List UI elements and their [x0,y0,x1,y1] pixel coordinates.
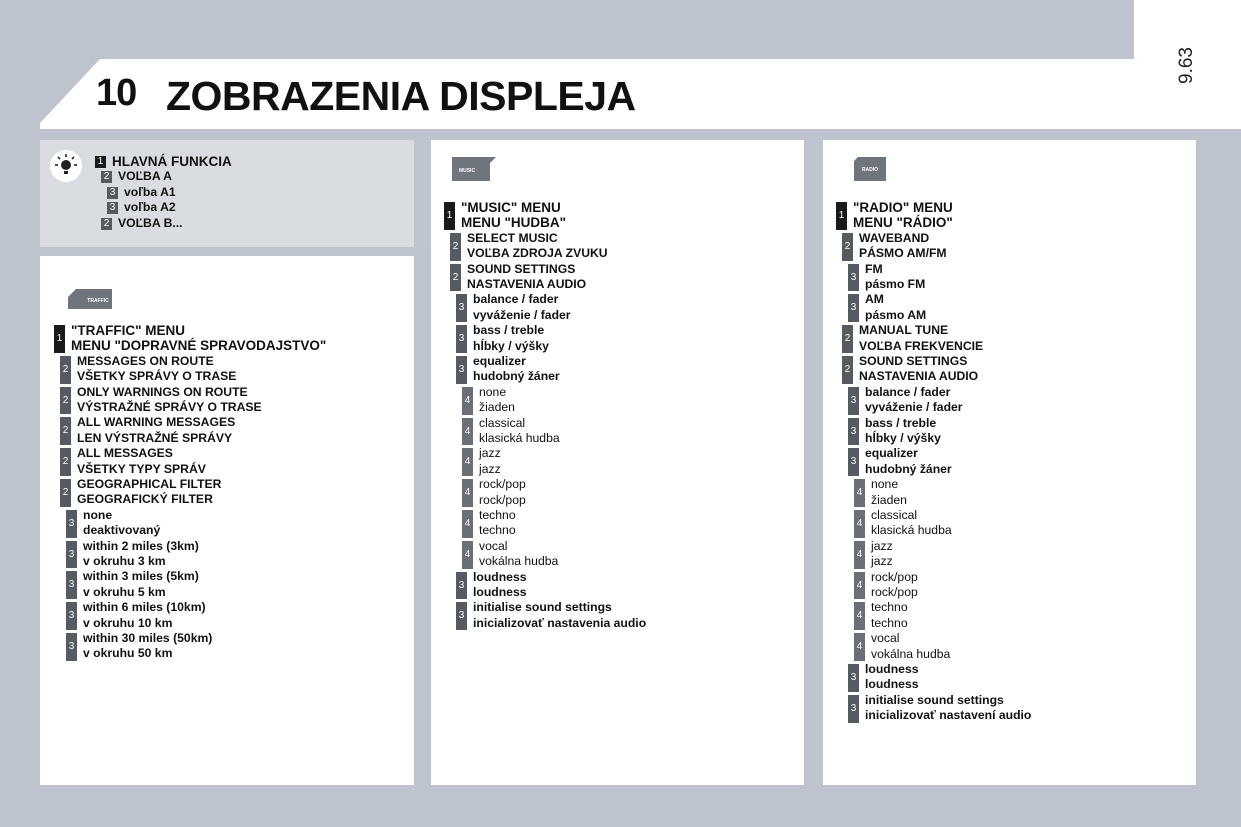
menu-item-translation: v okruhu 3 km [83,554,166,568]
menu-item-label: balance / fader [473,292,559,307]
level-badge: 2 [60,417,71,445]
menu-item-translation: klasická hudba [479,431,560,445]
menu-item-level-4 [854,508,952,539]
menu-item-label: initialise sound settings [473,600,612,615]
menu-item-text [83,569,199,600]
menu-item-level-4 [854,477,907,508]
level-badge: 3 [107,187,118,199]
menu-item-text [473,323,549,354]
menu-item-label: vocal [479,538,508,553]
level-badge: 3 [107,202,118,214]
level-badge: 3 [848,418,859,446]
menu-item-label: none [479,384,507,399]
svg-text:TRAFFIC: TRAFFIC [87,298,109,304]
level-badge: 2 [60,356,71,384]
menu-item-label: voľba A2 [124,200,176,215]
menu-item-text [473,292,571,323]
menu-item-text [83,600,206,631]
menu-item-text [871,539,893,570]
menu-item-text [865,662,919,693]
menu-item-text [467,262,586,293]
menu-item-label: MESSAGES ON ROUTE [77,353,214,368]
menu-item-translation: klasická hudba [871,523,952,538]
menu-item-label: initialise sound settings [865,692,1004,707]
menu-item-translation: žiaden [871,492,907,507]
menu-item-text [83,631,212,662]
level-badge: 2 [450,233,461,261]
menu-item-text [118,169,172,184]
menu-item-label: VOĽBA A [118,169,172,184]
menu-item-label: loudness [473,569,527,584]
menu-item-text [871,477,907,508]
menu-item-level-3 [848,446,952,477]
menu-item-translation: VÝSTRAŽNÉ SPRÁVY O TRASE [77,400,262,414]
menu-item-translation: VOĽBA ZDROJA ZVUKU [467,246,608,261]
menu-item-label: voľba A1 [124,184,176,199]
menu-item-translation: deaktivovaný [83,523,161,538]
menu-item-level-3 [66,508,160,539]
level-badge: 1 [95,156,106,168]
page-number: 9.63 [1176,47,1197,84]
level-badge: 3 [66,571,77,599]
menu-item-label: "TRAFFIC" MENU [71,323,186,338]
menu-item-translation: hudobný žáner [865,461,952,476]
menu-item-translation: hĺbky / výšky [473,338,549,353]
traffic-icon [68,289,112,309]
menu-item-text [865,262,925,293]
level-badge: 3 [848,294,859,322]
menu-item-text [118,216,183,231]
level-badge: 3 [66,602,77,630]
menu-item-level-4 [854,600,908,631]
menu-item-level-3 [848,693,1031,724]
level-badge: 2 [842,233,853,261]
menu-item-level-3 [107,185,176,200]
menu-item-translation: vyváženie / fader [865,400,963,415]
menu-item-label: AM [865,292,884,307]
menu-item-level-4 [462,539,558,570]
menu-item-label: within 2 miles (3km) [83,538,199,553]
menu-item-text [859,354,978,385]
menu-item-level-4 [462,416,560,447]
menu-item-text [865,385,963,416]
level-badge: 4 [854,572,865,600]
menu-item-text [112,154,232,169]
level-badge: 4 [462,541,473,569]
level-badge: 4 [462,387,473,415]
menu-item-translation: pásmo AM [865,307,927,322]
menu-item-label: vocal [871,631,900,646]
menu-item-translation: jazz [871,554,893,569]
menu-item-level-2 [60,415,235,446]
menu-item-text [865,693,1031,724]
menu-item-text [479,446,501,477]
menu-item-level-4 [462,477,526,508]
menu-item-text [871,600,908,631]
menu-item-text [865,416,941,447]
menu-item-translation: v okruhu 50 km [83,646,173,661]
menu-item-label: HLAVNÁ FUNKCIA [112,154,232,169]
menu-item-label: within 30 miles (50km) [83,631,213,645]
menu-item-translation: MENU "RÁDIO" [853,215,953,231]
menu-item-text [77,385,262,416]
menu-item-text [461,200,566,231]
menu-item-translation: v okruhu 5 km [83,584,166,599]
menu-item-label: SOUND SETTINGS [859,354,968,368]
menu-item-label: bass / treble [865,415,937,430]
menu-item-text [865,292,926,323]
menu-item-label: equalizer [865,446,918,461]
level-badge: 3 [848,695,859,723]
menu-item-level-3 [456,600,646,631]
menu-item-level-1 [95,154,232,169]
svg-text:MUSIC: MUSIC [458,168,476,174]
level-badge: 3 [456,602,467,630]
menu-item-label: none [83,507,113,522]
menu-item-label: rock/pop [871,569,918,584]
menu-item-level-2 [101,169,172,184]
menu-item-level-1 [54,323,326,354]
menu-item-text [124,185,176,200]
level-badge: 3 [66,541,77,569]
menu-item-label: SELECT MUSIC [467,230,558,245]
menu-item-translation: pásmo FM [865,277,926,291]
menu-item-level-3 [456,292,571,323]
menu-item-label: ONLY WARNINGS ON ROUTE [77,384,248,399]
menu-item-text [473,570,527,601]
menu-item-text [859,231,947,262]
menu-item-text [479,477,526,508]
menu-item-text [871,570,918,601]
menu-item-translation: hĺbky / výšky [865,431,941,445]
menu-item-text [467,231,608,262]
level-badge: 4 [462,448,473,476]
menu-item-label: "MUSIC" MENU [461,200,561,215]
level-badge: 4 [854,479,865,507]
menu-item-label: VOĽBA B... [118,215,183,230]
svg-text:RADIO: RADIO [861,167,879,173]
music-icon [452,157,496,177]
level-badge: 4 [854,602,865,630]
radio-icon [854,157,898,177]
light-bulb-icon [50,150,82,182]
menu-item-label: ALL MESSAGES [77,446,173,461]
menu-item-level-2 [60,385,262,416]
level-badge: 3 [848,387,859,415]
menu-item-translation: hudobný žáner [473,369,560,384]
menu-item-translation: vyváženie / fader [473,307,571,322]
level-badge: 3 [66,633,77,661]
level-badge: 3 [456,325,467,353]
menu-item-level-2 [842,323,983,354]
menu-item-level-4 [854,539,893,570]
menu-item-level-2 [60,446,206,477]
level-badge: 4 [462,510,473,538]
level-badge: 4 [462,418,473,446]
level-badge: 2 [450,264,461,292]
menu-item-translation: v okruhu 10 km [83,615,173,630]
menu-item-translation: inicializovať nastavení audio [865,708,1032,723]
menu-item-level-1 [444,200,566,231]
menu-item-text [77,446,206,477]
menu-item-label: equalizer [473,354,526,368]
menu-item-text [77,354,236,385]
menu-item-label: MANUAL TUNE [859,323,949,338]
level-badge: 4 [854,541,865,569]
menu-item-text [83,539,199,570]
level-badge: 2 [842,356,853,384]
menu-item-text [479,539,558,570]
menu-item-text [124,200,176,215]
menu-item-label: rock/pop [479,477,526,492]
menu-item-level-3 [66,569,199,600]
menu-item-text [871,631,950,662]
menu-item-translation: vokálna hudba [871,646,951,661]
menu-item-level-3 [66,631,212,662]
level-badge: 1 [836,202,847,230]
level-badge: 4 [854,633,865,661]
menu-item-label: loudness [865,662,919,676]
level-badge: 3 [66,510,77,538]
menu-item-level-3 [456,323,549,354]
menu-item-level-4 [462,385,515,416]
menu-item-label: GEOGRAPHICAL FILTER [77,477,222,491]
menu-item-translation: vokálna hudba [479,554,559,569]
menu-item-translation: GEOGRAFICKÝ FILTER [77,492,213,507]
page-title: ZOBRAZENIA DISPLEJA [166,73,636,119]
menu-item-label: SOUND SETTINGS [467,261,576,276]
menu-item-translation: techno [479,523,516,538]
menu-item-translation: žiaden [479,400,515,415]
menu-item-translation: rock/pop [871,585,918,599]
level-badge: 2 [101,171,112,183]
menu-item-label: bass / treble [473,323,545,338]
level-badge: 2 [60,448,71,476]
level-badge: 2 [101,218,112,230]
menu-item-label: jazz [479,446,501,461]
menu-item-level-3 [848,662,919,693]
menu-item-label: ALL WARNING MESSAGES [77,415,236,430]
menu-item-text [853,200,953,231]
menu-item-translation: techno [871,615,908,630]
menu-item-translation: inicializovať nastavenia audio [473,615,647,630]
menu-item-label: "RADIO" MENU [853,200,953,215]
chapter-number: 10 [96,72,137,114]
menu-item-translation: loudness [865,677,919,692]
menu-item-level-3 [848,385,963,416]
menu-item-label: none [871,477,899,492]
level-badge: 3 [456,356,467,384]
level-badge: 3 [848,664,859,692]
level-badge: 3 [848,264,859,292]
menu-item-translation: MENU "HUDBA" [461,215,567,231]
menu-item-label: jazz [871,538,893,553]
menu-item-level-3 [456,570,527,601]
menu-item-label: balance / fader [865,384,951,399]
menu-item-label: WAVEBAND [859,230,930,245]
menu-item-translation: MENU "DOPRAVNÉ SPRAVODAJSTVO" [71,338,327,354]
level-badge: 3 [456,572,467,600]
menu-item-level-4 [854,570,918,601]
level-badge: 4 [462,479,473,507]
menu-item-label: within 3 miles (5km) [83,569,199,584]
menu-item-level-3 [848,416,941,447]
menu-item-level-1 [836,200,953,231]
menu-item-level-2 [60,354,236,385]
menu-item-level-3 [848,292,926,323]
menu-item-level-3 [848,262,925,293]
menu-item-level-2 [450,231,608,262]
menu-item-level-4 [462,508,516,539]
level-badge: 2 [60,387,71,415]
menu-item-text [83,508,160,539]
menu-item-text [77,477,221,508]
menu-item-level-3 [66,600,206,631]
menu-item-level-2 [60,477,221,508]
menu-item-level-3 [456,354,560,385]
menu-item-level-4 [462,446,501,477]
menu-item-text [473,600,646,631]
menu-item-text [71,323,326,354]
menu-item-text [479,385,515,416]
menu-item-text [77,415,235,446]
level-badge: 2 [60,479,71,507]
menu-item-label: classical [479,415,526,430]
menu-item-text [479,508,516,539]
level-badge: 3 [848,448,859,476]
menu-item-text [865,446,952,477]
menu-item-label: FM [865,261,883,276]
level-badge: 4 [854,510,865,538]
menu-item-label: classical [871,508,918,522]
menu-item-translation: VOĽBA FREKVENCIE [859,338,984,353]
menu-item-translation: LEN VÝSTRAŽNÉ SPRÁVY [77,430,233,445]
menu-item-translation: jazz [479,461,501,476]
menu-item-level-2 [450,262,586,293]
menu-item-level-3 [107,200,176,215]
menu-item-translation: loudness [473,585,527,599]
menu-item-label: within 6 miles (10km) [83,600,206,615]
menu-item-text [479,416,560,447]
menu-item-translation: PÁSMO AM/FM [859,246,947,261]
level-badge: 1 [444,202,455,230]
menu-item-translation: VŠETKY SPRÁVY O TRASE [77,369,237,384]
level-badge: 2 [842,325,853,353]
level-badge: 1 [54,325,65,353]
level-badge: 3 [456,294,467,322]
menu-item-label: techno [479,508,516,522]
menu-item-level-2 [101,216,183,231]
menu-item-translation: VŠETKY TYPY SPRÁV [77,461,206,476]
menu-item-translation: NASTAVENIA AUDIO [859,369,979,384]
menu-item-level-3 [66,539,199,570]
menu-item-translation: rock/pop [479,492,526,507]
menu-item-translation: NASTAVENIA AUDIO [467,277,587,291]
menu-item-text [473,354,560,385]
menu-item-level-4 [854,631,950,662]
menu-item-level-2 [842,354,978,385]
menu-item-level-2 [842,231,947,262]
menu-item-label: techno [871,600,908,615]
menu-item-text [871,508,952,539]
menu-item-text [859,323,983,354]
